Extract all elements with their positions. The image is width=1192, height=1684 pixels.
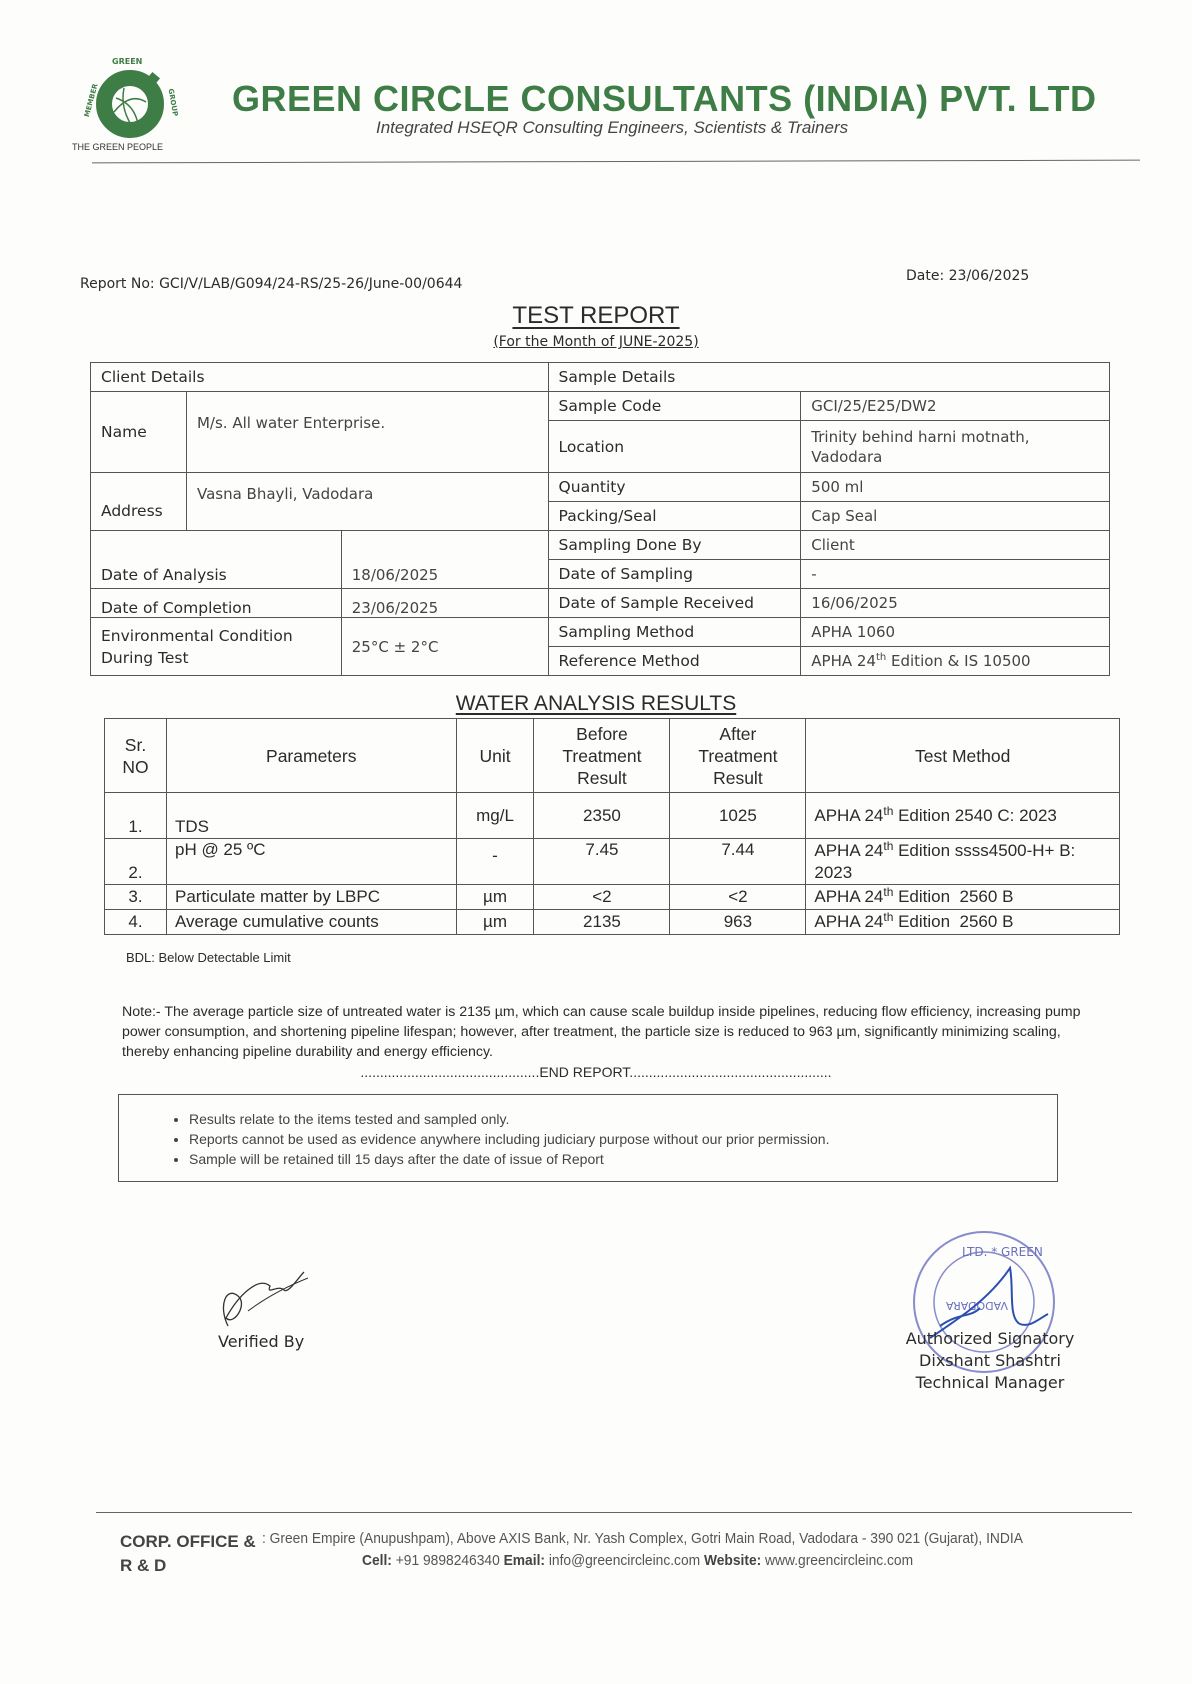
date-of-sampling-value: - (801, 560, 1110, 589)
env-label-line2: During Test (101, 648, 189, 667)
footer-office-label (120, 1530, 256, 1578)
sample-received-value: 16/06/2025 (801, 589, 1110, 618)
results-table (104, 718, 1120, 935)
method-sup: th (883, 910, 894, 924)
packing-label: Packing/Seal (548, 502, 801, 531)
results-title-text: WATER ANALYSIS RESULTS (455, 692, 737, 715)
ref-sup: th (875, 652, 887, 663)
report-number: Report No: GCI/V/LAB/G094/24-RS/25-26/June-00/0644 (80, 276, 463, 292)
title-text: TEST REPORT (512, 302, 680, 329)
svg-text:MEMBER: MEMBER (82, 82, 100, 118)
row-unit: mg/L (456, 793, 534, 839)
report-period (0, 334, 1192, 350)
reference-method-label: Reference Method (548, 647, 801, 676)
date-of-completion-value: 23/06/2025 (341, 589, 548, 618)
bdl-note: BDL: Below Detectable Limit (126, 950, 291, 965)
ref-post: Edition & IS 10500 (886, 652, 1031, 670)
disclaimer-box (118, 1094, 1058, 1182)
method-post: Edition 2540 C: 2023 (893, 805, 1057, 825)
date-of-analysis-label: Date of Analysis (91, 531, 342, 589)
sample-code-value: GCI/25/E25/DW2 (801, 392, 1110, 421)
sample-code-label: Sample Code (548, 392, 801, 421)
green-circle-logo-icon (74, 52, 192, 170)
method-sup: th (883, 838, 894, 853)
end-report-marker: ..............................................END REPORT.................................................... (360, 1064, 832, 1080)
row-method (806, 793, 1120, 839)
row-method (806, 910, 1120, 935)
cell-label: Cell: (362, 1552, 392, 1569)
packing-value: Cap Seal (801, 502, 1110, 531)
col-parameters: Parameters (166, 719, 456, 793)
method-sup: th (883, 885, 894, 899)
sampling-done-by-label: Sampling Done By (548, 531, 801, 560)
method-pre: APHA 24 (814, 887, 884, 906)
location-label: Location (548, 421, 801, 473)
logo-caption: THE GREEN PEOPLE (72, 142, 164, 152)
col-before: Before Treatment Result (534, 719, 670, 793)
sample-received-label: Date of Sample Received (548, 589, 801, 618)
results-title (0, 692, 1192, 716)
date-of-completion-label: Date of Completion (91, 589, 342, 618)
report-date: Date: 23/06/2025 (906, 268, 1030, 284)
row-before: <2 (534, 885, 670, 910)
footer-address: : Green Empire (Anupushpam), Above AXIS Bank, Nr. Yash Complex, Gotri Main Road, Vadodara - 390 021 (Gujarat), INDIA (262, 1530, 1023, 1547)
method-post: Edition ssss4500-H+ B: 2023 (814, 840, 1076, 882)
location-value (801, 421, 1110, 473)
date-of-analysis-value: 18/06/2025 (341, 531, 548, 589)
env-condition-value: 25°C ± 2°C (341, 618, 548, 676)
col-method: Test Method (806, 719, 1120, 793)
disclaimer-item: • Sample will be retained till 15 days after the date of issue of Report (189, 1149, 1057, 1169)
row-after: 1025 (670, 793, 806, 839)
details-table (90, 362, 1110, 676)
email-label: Email: (503, 1552, 545, 1569)
verifier-signature (208, 1256, 318, 1336)
row-sr: 1. (105, 793, 167, 839)
email-link[interactable]: info@greencircleinc.com (544, 1552, 704, 1569)
row-sr: 4. (105, 910, 167, 935)
row-before: 2350 (534, 793, 670, 839)
authorized-signatory-label: Authorized Signatory (905, 1329, 1075, 1348)
office-label-line2: R & D (120, 1556, 167, 1575)
col-sr: Sr. NO (105, 719, 167, 793)
quantity-value: 500 ml (801, 473, 1110, 502)
signatory-name: Dixshant Shashtri (919, 1351, 1061, 1370)
signatory-title: Technical Manager (915, 1373, 1065, 1392)
disclaimer-item: • Reports cannot be used as evidence anywhere including judiciary purpose without our prior permission. (189, 1129, 1057, 1149)
analysis-note: Note:- The average particle size of untreated water is 2135 µm, which can cause scale buildup inside pipelines, reducing flow efficiency, increasing pump power consumption, and shortening pipeline lifespan; however, after treatment, the particle size is reduced to 963 µm, significantly minimizing scaling, thereby enhancing pipeline durability and energy efficiency. (122, 1004, 1081, 1060)
footer-divider (96, 1512, 1132, 1513)
subtitle-text: (For the Month of JUNE-2025) (493, 334, 699, 350)
address-label: Address (91, 473, 187, 531)
col-after: After Treatment Result (670, 719, 806, 793)
location-line2: Vadodara (811, 447, 883, 466)
verified-by-label: Verified By (218, 1332, 305, 1351)
row-parameter: Particulate matter by LBPC (166, 885, 456, 910)
row-after: 7.44 (670, 839, 806, 885)
row-parameter: pH @ 25 ºC (166, 839, 456, 885)
svg-text:GROUP: GROUP (166, 88, 180, 117)
signature-icon (208, 1256, 318, 1336)
env-label-line1: Environmental Condition (101, 626, 293, 645)
row-unit: - (456, 839, 534, 885)
sampling-method-value: APHA 1060 (801, 618, 1110, 647)
disclaimer-item: • Results relate to the items tested and sampled only. (189, 1109, 1057, 1129)
row-method (806, 839, 1120, 885)
page-title (0, 302, 1192, 330)
method-pre: APHA 24 (814, 805, 884, 825)
sampling-method-label: Sampling Method (548, 618, 801, 647)
company-logo (74, 52, 192, 170)
method-sup: th (883, 803, 894, 818)
office-label-line1: CORP. OFFICE & (120, 1532, 256, 1551)
row-unit: µm (456, 910, 534, 935)
cell-number: +91 9898246340 (391, 1552, 504, 1569)
method-pre: APHA 24 (814, 840, 884, 860)
row-unit: µm (456, 885, 534, 910)
client-details-heading: Client Details (91, 363, 549, 392)
row-before: 2135 (534, 910, 670, 935)
row-sr: 2. (105, 839, 167, 885)
table-row (105, 910, 1120, 935)
svg-text:LTD. * GREEN: LTD. * GREEN (962, 1245, 1043, 1259)
client-name: M/s. All water Enterprise. (186, 392, 548, 473)
svg-text:GREEN: GREEN (112, 57, 143, 66)
table-row (105, 885, 1120, 910)
authorized-signatory-block (890, 1328, 1090, 1394)
method-pre: APHA 24 (814, 912, 884, 931)
company-name: GREEN CIRCLE CONSULTANTS (INDIA) PVT. LTD (232, 78, 1097, 119)
row-sr: 3. (105, 885, 167, 910)
table-row (105, 793, 1120, 839)
website-label: Website: (703, 1552, 762, 1569)
date-of-sampling-label: Date of Sampling (548, 560, 801, 589)
ref-pre: APHA 24 (811, 652, 876, 670)
method-post: Edition 2560 B (893, 887, 1014, 906)
row-method (806, 885, 1120, 910)
name-label: Name (91, 392, 187, 473)
row-before: 7.45 (534, 839, 670, 885)
col-unit: Unit (456, 719, 534, 793)
sample-details-heading: Sample Details (548, 363, 1109, 392)
reference-method-value (801, 647, 1110, 676)
website-link[interactable]: www.greencircleinc.com (761, 1552, 914, 1569)
table-row (105, 839, 1120, 885)
method-post: Edition 2560 B (893, 912, 1014, 931)
quantity-label: Quantity (548, 473, 801, 502)
env-condition-label (91, 618, 342, 676)
row-parameter: Average cumulative counts (166, 910, 456, 935)
svg-text:VADODARA: VADODARA (946, 1299, 1008, 1312)
row-after: 963 (670, 910, 806, 935)
company-tagline: Integrated HSEQR Consulting Engineers, Scientists & Trainers (376, 118, 849, 137)
location-line1: Trinity behind harni motnath, (811, 427, 1030, 446)
client-address: Vasna Bhayli, Vadodara (186, 473, 548, 531)
row-parameter: TDS (166, 793, 456, 839)
footer-contact (362, 1552, 913, 1569)
header-divider (92, 160, 1140, 164)
sampling-done-by-value: Client (801, 531, 1110, 560)
row-after: <2 (670, 885, 806, 910)
